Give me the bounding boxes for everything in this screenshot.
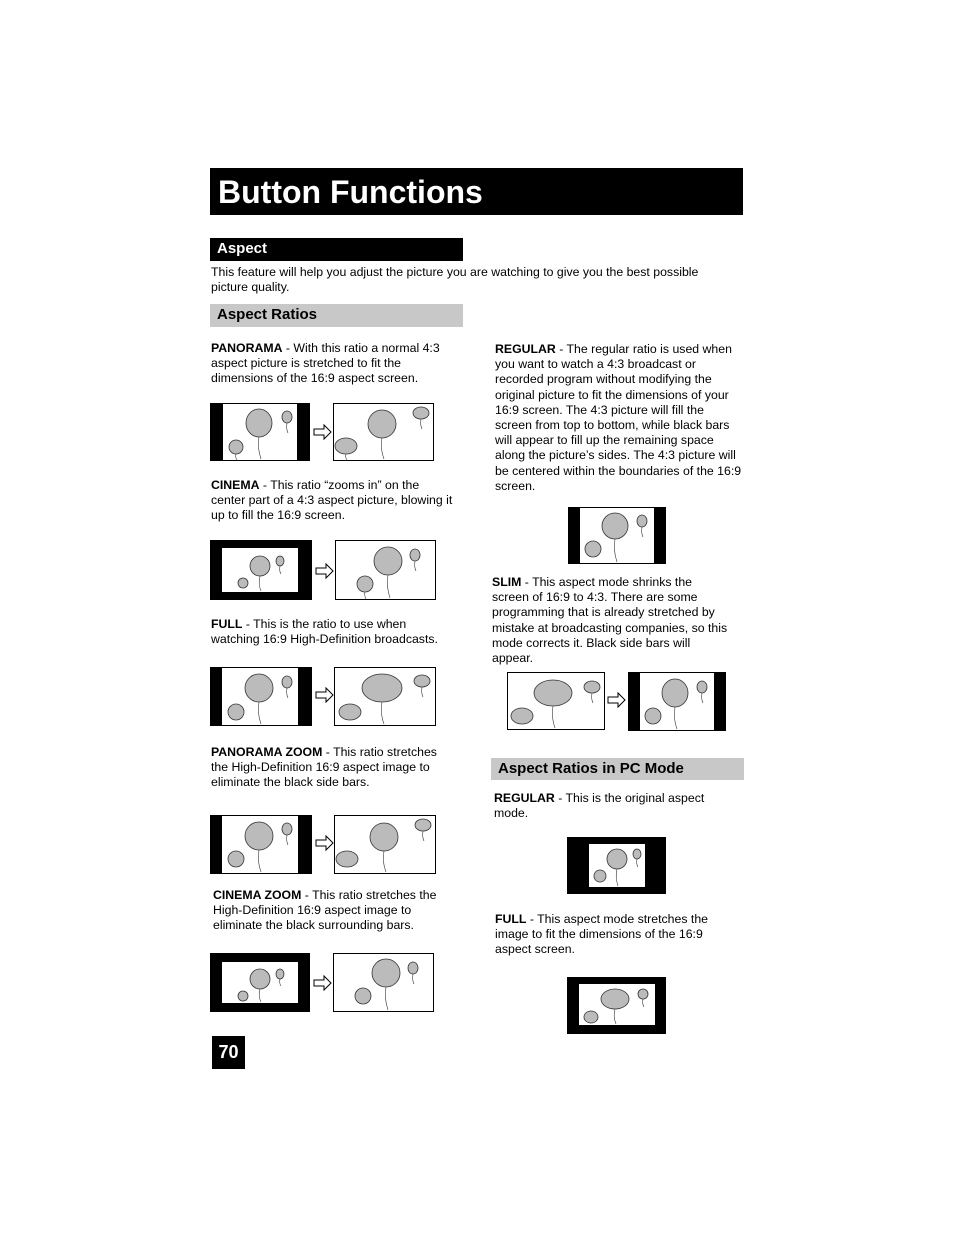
source-screen xyxy=(210,953,310,1012)
slim-text xyxy=(492,575,732,666)
aspect-ratios-heading: Aspect Ratios xyxy=(210,304,463,327)
result-screen xyxy=(335,816,436,874)
arrow-right-icon xyxy=(314,976,331,990)
pc-full-text xyxy=(495,912,725,958)
page-title: Button Functions xyxy=(218,174,483,210)
source-screen xyxy=(210,667,312,726)
panorama-term: PANORAMA xyxy=(211,341,283,355)
panorama-diagram xyxy=(210,403,434,461)
full-desc: - This is the ratio to use when watching 16:9 High-Definition broadcasts. xyxy=(211,617,438,647)
aspect-intro: This feature will help you adjust the picture you are watching to give you the best possible picture quality. xyxy=(211,265,699,295)
result-screen xyxy=(336,541,436,600)
regular-desc: - The regular ratio is used when you want to watch a 4:3 broadcast or recorded program without modifying the original picture to fit the dimensions of your 16:9 screen. The 4:3 picture will fill the screen from top to bottom, while black bars will appear to fill up the remaining space along the picture’s sides. The 4:3 picture will be centered within the boundaries of the 16:9 screen. xyxy=(495,342,742,493)
cinema-zoom-term: CINEMA ZOOM xyxy=(213,888,302,902)
full-text xyxy=(211,617,456,647)
panorama-zoom-desc: - This ratio stretches the High-Definition 16:9 aspect image to eliminate the black side bars. xyxy=(211,745,437,790)
slim-desc: - This aspect mode shrinks the screen of 16:9 to 4:3. There are some programming that is already stretched by mistake at broadcasting companies, so this mode corrects it. Black side bars will appear. xyxy=(492,575,728,666)
cinema-term: CINEMA xyxy=(211,478,260,492)
pc-full-diagram xyxy=(567,977,666,1034)
cinema-diagram xyxy=(210,540,436,600)
source-screen xyxy=(210,815,312,874)
page-number: 70 xyxy=(212,1036,245,1069)
panorama-text xyxy=(211,341,441,387)
slim-term: SLIM xyxy=(492,575,522,589)
full-diagram xyxy=(210,667,436,726)
pc-regular-term: REGULAR xyxy=(494,791,555,805)
panorama-zoom-term: PANORAMA ZOOM xyxy=(211,745,323,759)
slim-diagram xyxy=(507,672,726,731)
cinema-text xyxy=(211,478,456,524)
page-title-bar xyxy=(210,168,743,215)
arrow-right-icon xyxy=(608,693,625,707)
source-screen xyxy=(210,540,312,600)
regular-term: REGULAR xyxy=(495,342,556,356)
regular-text xyxy=(495,342,743,494)
pc-regular-desc: - This is the original aspect mode. xyxy=(494,791,705,821)
result-screen xyxy=(334,404,434,461)
panorama-zoom-diagram xyxy=(210,815,436,874)
pc-full-desc: - This aspect mode stretches the image to fit the dimensions of the 16:9 aspect screen. xyxy=(495,912,708,957)
arrow-right-icon xyxy=(316,836,333,850)
arrow-right-icon xyxy=(316,688,333,702)
pc-regular-diagram xyxy=(567,837,666,894)
result-screen xyxy=(334,954,434,1012)
full-term: FULL xyxy=(211,617,243,631)
cinema-desc: - This ratio “zooms in” on the center part of a 4:3 aspect picture, blowing it up to fill the 16:9 screen. xyxy=(211,478,453,523)
pc-full-term: FULL xyxy=(495,912,527,926)
arrow-right-icon xyxy=(316,564,333,578)
panorama-desc: - With this ratio a normal 4:3 aspect picture is stretched to fit the dimensions of the 16:9 aspect screen. xyxy=(211,341,440,386)
cinema-zoom-desc: - This ratio stretches the High-Definition 16:9 aspect image to eliminate the black surrounding bars. xyxy=(213,888,437,933)
source-screen xyxy=(508,673,605,730)
result-screen xyxy=(628,672,726,731)
panorama-zoom-text xyxy=(211,745,451,791)
cinema-zoom-diagram xyxy=(210,953,434,1012)
source-screen xyxy=(210,403,310,461)
regular-diagram xyxy=(568,507,666,564)
pc-mode-heading: Aspect Ratios in PC Mode xyxy=(491,758,744,780)
result-screen xyxy=(335,668,436,726)
pc-regular-text xyxy=(494,791,734,821)
cinema-zoom-text xyxy=(213,888,445,934)
arrow-right-icon xyxy=(314,425,331,439)
aspect-heading: Aspect xyxy=(210,238,463,261)
